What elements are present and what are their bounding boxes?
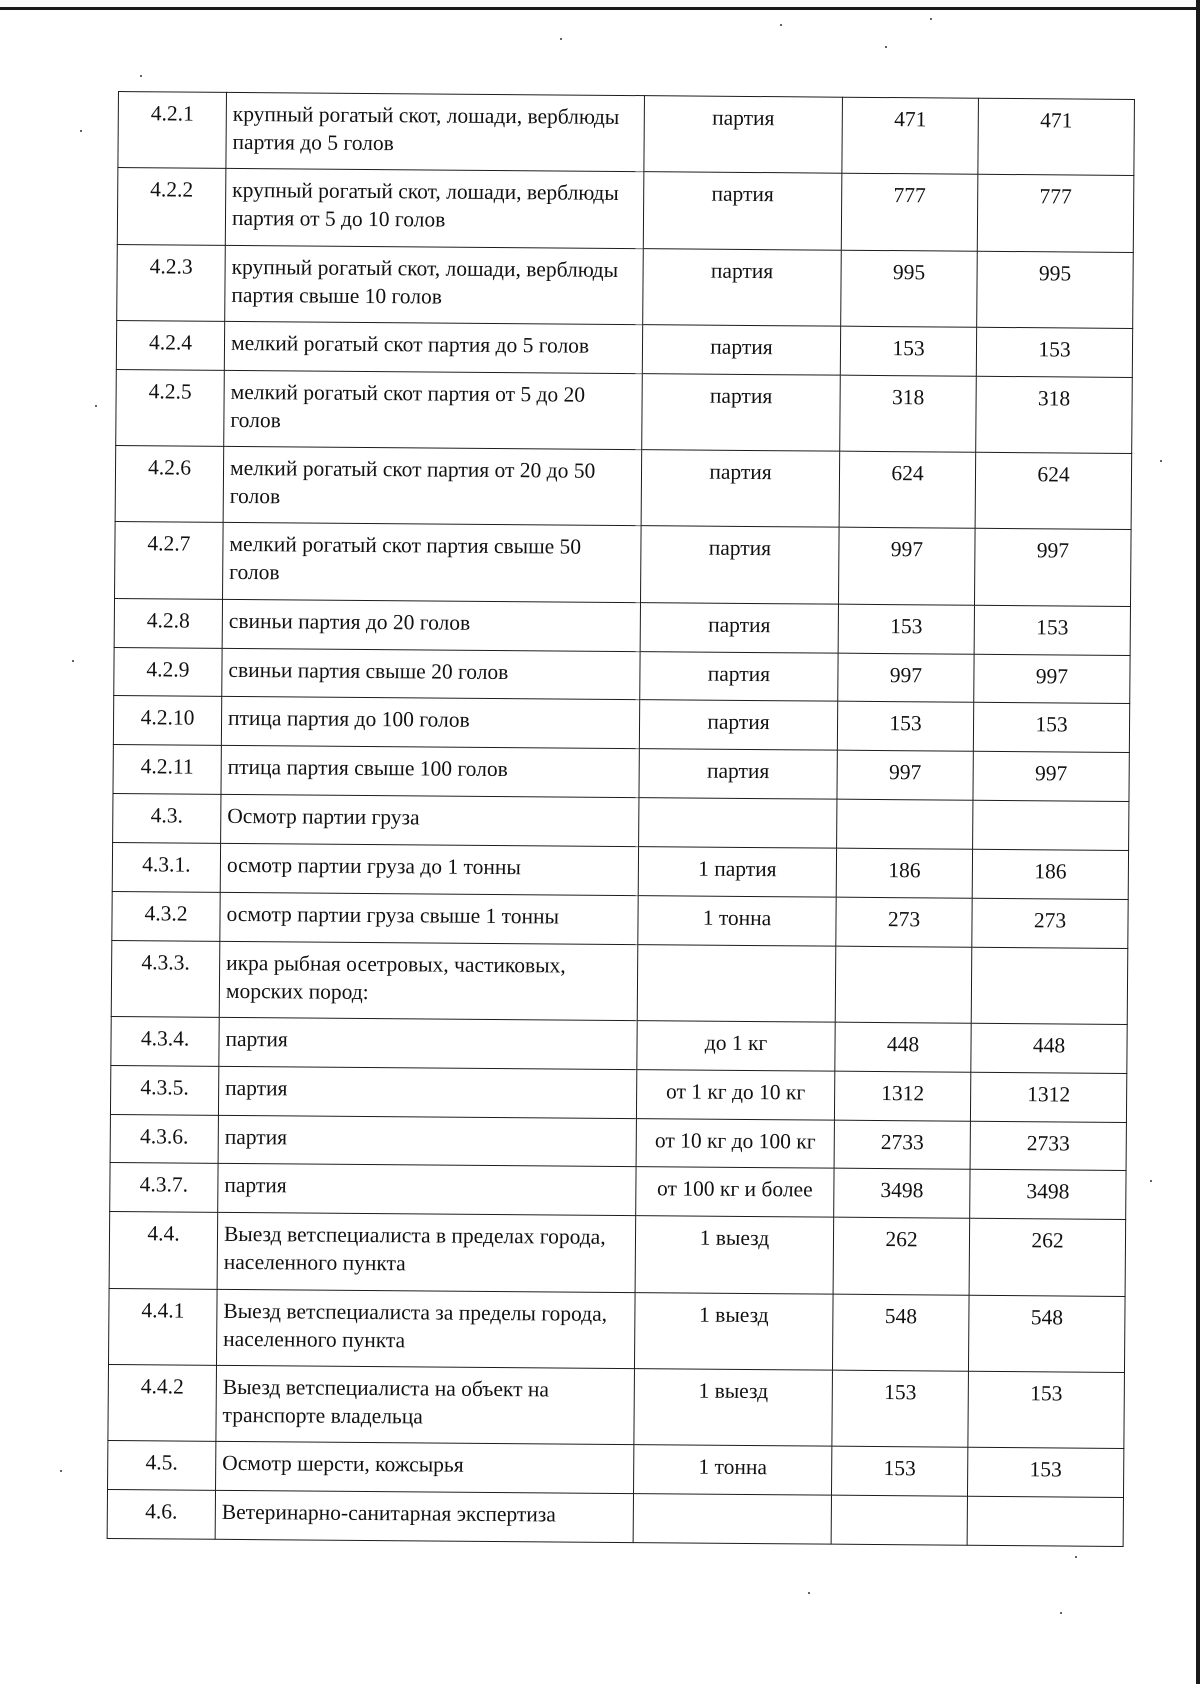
item-name: птица партия до 100 голов	[221, 697, 639, 749]
item-unit: 1 выезд	[635, 1216, 834, 1294]
item-number: 4.3.	[113, 794, 221, 844]
item-price-alt: 153	[968, 1371, 1125, 1449]
item-price-alt: 997	[974, 529, 1131, 607]
item-name: партия	[218, 1115, 636, 1167]
item-price-alt: 995	[977, 251, 1134, 329]
item-name: Выезд ветспециалиста за пределы города, населенного пункта	[216, 1289, 635, 1369]
item-price: 262	[833, 1217, 970, 1294]
item-number: 4.2.9	[114, 647, 222, 697]
item-price-alt: 186	[972, 849, 1128, 899]
item-number: 4.2.11	[113, 745, 221, 795]
item-price	[837, 799, 973, 849]
item-price-alt: 3498	[970, 1170, 1126, 1220]
item-price	[835, 946, 972, 1023]
table-row	[116, 369, 1133, 453]
item-unit: партия	[639, 700, 837, 750]
item-price-alt: 471	[978, 98, 1135, 176]
table-row	[111, 940, 1128, 1024]
item-price-alt: 1312	[970, 1072, 1126, 1122]
item-price: 273	[836, 897, 972, 947]
item-price-alt: 997	[974, 654, 1130, 704]
table-row	[112, 891, 1128, 948]
item-name: мелкий рогатый скот партия от 20 до 50 голов	[223, 446, 642, 526]
item-price-alt: 273	[972, 898, 1128, 948]
item-price-alt	[973, 800, 1129, 850]
item-number: 4.4.	[109, 1212, 218, 1289]
item-price: 3498	[834, 1169, 970, 1219]
item-price: 1312	[834, 1071, 970, 1121]
table-row	[108, 1441, 1124, 1498]
item-number: 4.2.7	[115, 522, 224, 599]
scan-speck	[140, 75, 142, 77]
item-unit: партия	[640, 651, 838, 701]
item-unit	[633, 1494, 831, 1544]
item-number: 4.6.	[107, 1490, 215, 1540]
item-unit	[637, 944, 836, 1022]
item-number: 4.3.7.	[110, 1163, 218, 1213]
item-name: партия	[219, 1017, 637, 1069]
item-price-alt: 153	[976, 327, 1132, 377]
item-price: 153	[838, 604, 974, 654]
item-price-alt: 153	[974, 605, 1130, 655]
item-name: Выезд ветспециалиста на объект на транспорте владельца	[216, 1365, 635, 1445]
scan-speck	[1075, 1556, 1077, 1558]
scan-speck	[808, 1592, 810, 1594]
item-name: Выезд ветспециалиста в пределах города, населенного пункта	[217, 1213, 636, 1293]
table-row	[109, 1212, 1126, 1296]
table-row	[115, 522, 1132, 606]
item-name: птица партия свыше 100 голов	[221, 746, 639, 798]
item-unit: партия	[644, 96, 843, 174]
item-price-alt: 997	[973, 751, 1129, 801]
item-unit: от 100 кг и более	[636, 1167, 834, 1217]
item-name: икра рыбная осетровых, частиковых, морских пород:	[219, 941, 638, 1021]
item-price: 997	[838, 528, 975, 605]
item-unit: 1 выезд	[634, 1292, 833, 1370]
item-price: 153	[837, 702, 973, 752]
item-name: крупный рогатый скот, лошади, верблюды партия свыше 10 голов	[225, 245, 644, 325]
item-price: 624	[839, 451, 976, 528]
item-unit: от 1 кг до 10 кг	[636, 1069, 834, 1119]
item-number: 4.3.3.	[111, 940, 220, 1017]
item-number: 4.2.1	[118, 92, 227, 169]
table-row	[112, 842, 1128, 899]
scan-speck	[72, 660, 74, 662]
item-number: 4.2.6	[115, 446, 224, 523]
item-number: 4.3.5.	[110, 1065, 218, 1115]
item-price: 471	[842, 97, 979, 174]
item-price-alt: 624	[975, 452, 1132, 530]
table-row	[113, 696, 1129, 753]
scan-speck	[80, 130, 82, 132]
item-price-alt: 548	[968, 1295, 1125, 1373]
item-name: Осмотр шерсти, кожсырья	[216, 1442, 634, 1494]
item-name: свиньи партия свыше 20 голов	[222, 648, 640, 700]
item-number: 4.4.1	[108, 1288, 217, 1365]
item-name: свиньи партия до 20 голов	[222, 599, 640, 651]
item-price-alt: 153	[967, 1447, 1123, 1497]
item-number: 4.5.	[108, 1441, 216, 1491]
table-row	[114, 647, 1130, 704]
scan-speck	[780, 24, 782, 26]
item-unit: партия	[643, 172, 842, 250]
item-number: 4.3.6.	[110, 1114, 218, 1164]
item-name: мелкий рогатый скот партия свыше 50 голов	[223, 523, 642, 603]
scan-speck	[95, 405, 97, 407]
item-name: мелкий рогатый скот партия до 5 голов	[224, 321, 642, 373]
table-row	[113, 745, 1129, 802]
item-number: 4.4.2	[108, 1364, 217, 1441]
item-price: 997	[838, 653, 974, 703]
item-price-alt: 318	[976, 376, 1133, 454]
table-row	[115, 446, 1132, 530]
scan-speck	[1060, 1612, 1062, 1614]
table-row	[118, 92, 1135, 176]
item-number: 4.3.1.	[112, 842, 220, 892]
item-unit: 1 выезд	[634, 1369, 833, 1447]
item-price: 2733	[834, 1120, 970, 1170]
scan-speck	[930, 18, 932, 20]
item-price: 153	[840, 326, 976, 376]
item-name: мелкий рогатый скот партия от 5 до 20 голов	[224, 370, 643, 450]
item-number: 4.3.2	[112, 891, 220, 941]
item-name: партия	[218, 1066, 636, 1118]
item-price-alt	[967, 1496, 1123, 1546]
item-price-alt: 2733	[970, 1121, 1126, 1171]
item-unit: партия	[641, 526, 840, 604]
item-unit: от 10 кг до 100 кг	[636, 1118, 834, 1168]
scan-speck	[885, 46, 887, 48]
table-row	[110, 1065, 1126, 1122]
table-row	[116, 320, 1132, 377]
item-unit: 1 тонна	[633, 1445, 831, 1495]
item-unit: 1 тонна	[638, 895, 836, 945]
item-unit: партия	[642, 325, 840, 375]
table-row	[110, 1163, 1126, 1220]
item-name: осмотр партии груза до 1 тонны	[220, 843, 638, 895]
item-price: 995	[841, 250, 978, 327]
item-price: 777	[841, 174, 978, 251]
table-row	[107, 1490, 1123, 1547]
scan-speck	[1160, 460, 1162, 462]
item-name: крупный рогатый скот, лошади, верблюды партия от 5 до 10 голов	[225, 169, 644, 249]
item-unit: партия	[641, 450, 840, 528]
scan-speck	[60, 1470, 62, 1472]
item-number: 4.2.8	[114, 598, 222, 648]
item-unit: партия	[640, 602, 838, 652]
item-price-alt: 262	[969, 1219, 1126, 1297]
item-price-alt: 153	[973, 703, 1129, 753]
tariff-table	[107, 91, 1135, 1547]
scan-right-edge	[1196, 0, 1200, 1684]
item-number: 4.3.4.	[111, 1016, 219, 1066]
scan-speck	[560, 38, 562, 40]
item-number: 4.2.4	[116, 320, 224, 370]
table-row	[114, 598, 1130, 655]
table-row	[108, 1364, 1125, 1448]
item-name: крупный рогатый скот, лошади, верблюды партия до 5 голов	[226, 92, 645, 172]
item-price-alt	[971, 947, 1128, 1025]
tariff-table-body	[107, 92, 1134, 1547]
item-price: 153	[832, 1370, 969, 1447]
table-row	[110, 1114, 1126, 1171]
item-unit: партия	[643, 248, 842, 326]
scan-top-edge	[0, 0, 1200, 10]
item-price: 153	[831, 1446, 967, 1496]
item-unit: партия	[639, 749, 837, 799]
scan-speck	[1150, 1180, 1152, 1182]
item-unit: партия	[642, 373, 841, 451]
item-number: 4.2.3	[117, 244, 226, 321]
item-price: 318	[840, 375, 977, 452]
item-name: Ветеринарно-санитарная экспертиза	[215, 1490, 633, 1542]
item-name: партия	[218, 1164, 636, 1216]
table-row	[113, 794, 1129, 851]
item-unit: 1 партия	[638, 847, 836, 897]
item-number: 4.2.10	[113, 696, 221, 746]
item-number: 4.2.2	[117, 168, 226, 245]
table-row	[117, 168, 1134, 252]
item-unit: до 1 кг	[637, 1021, 835, 1071]
item-price: 548	[832, 1294, 969, 1371]
item-price-alt: 777	[977, 175, 1134, 253]
item-number: 4.2.5	[116, 369, 225, 446]
item-name: Осмотр партии груза	[221, 794, 639, 846]
table-row	[108, 1288, 1125, 1372]
item-price-alt: 448	[971, 1023, 1127, 1073]
item-price: 186	[836, 848, 972, 898]
table-row	[117, 244, 1134, 328]
item-price	[831, 1495, 967, 1545]
item-price: 448	[835, 1022, 971, 1072]
item-price: 997	[837, 750, 973, 800]
item-name: осмотр партии груза свыше 1 тонны	[220, 892, 638, 944]
item-unit	[639, 798, 837, 848]
table-row	[111, 1016, 1127, 1073]
